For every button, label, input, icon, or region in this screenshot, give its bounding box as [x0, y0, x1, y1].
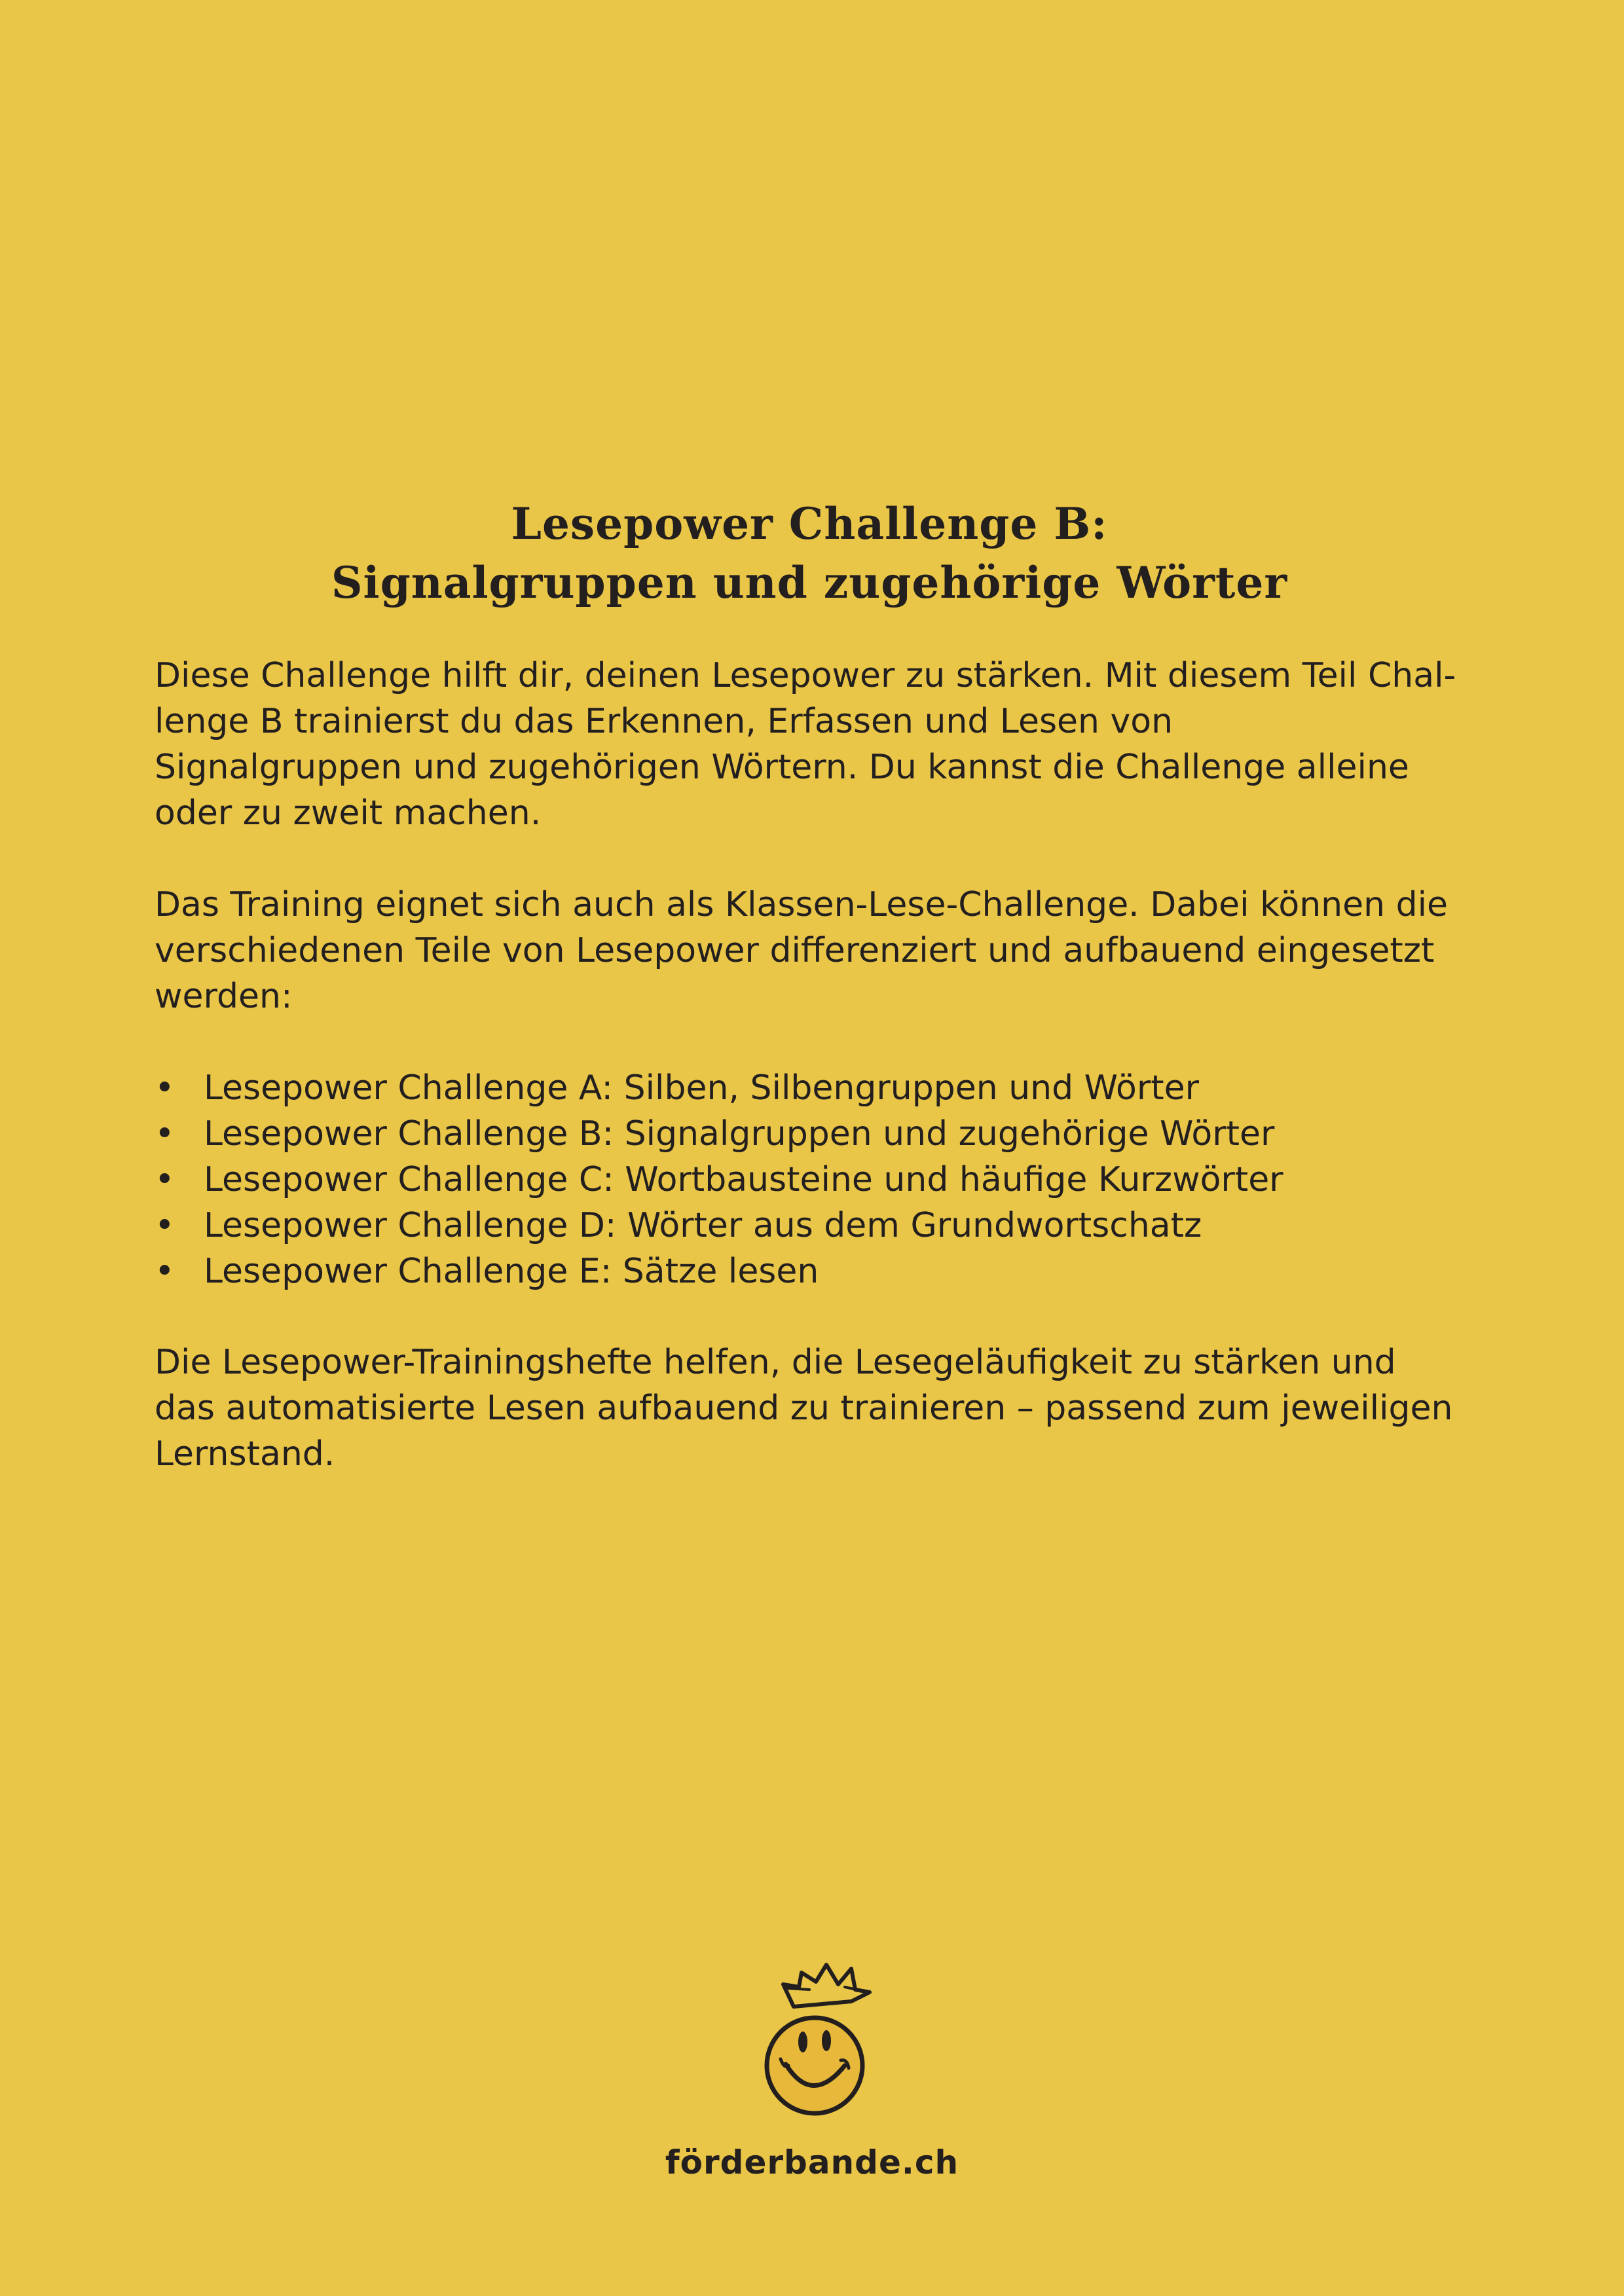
closing-line: das automatisierte Lesen aufbauend zu trainieren – passend zum jeweiligen — [155, 1389, 1453, 1428]
class-challenge-line: werden: — [155, 977, 293, 1016]
list-item — [155, 1203, 1484, 1248]
class-challenge-line: Das Training eignet sich auch als Klassen-Lese-Challenge. Dabei können die — [155, 885, 1449, 924]
list-item — [155, 1157, 1484, 1203]
class-challenge-paragraph — [155, 882, 1484, 1019]
bullet-icon: • — [155, 1114, 175, 1154]
smiley-with-crown-icon — [747, 1961, 891, 2118]
intro-line: Diese Challenge hilft dir, deinen Lesepower zu stärken. Mit diesem Teil Chal- — [155, 656, 1456, 695]
list-item-text: Lesepower Challenge B: Signalgruppen und zugehörige Wörter — [204, 1114, 1275, 1154]
title-line-1: Lesepower Challenge B: — [511, 498, 1108, 549]
bullet-icon: • — [155, 1206, 175, 1245]
list-item — [155, 1248, 1484, 1294]
challenge-list — [155, 1065, 1484, 1294]
list-item-text: Lesepower Challenge A: Silben, Silbengruppen und Wörter — [204, 1068, 1199, 1108]
closing-line: Lernstand. — [155, 1434, 335, 1474]
list-item — [155, 1111, 1484, 1157]
page-title — [155, 494, 1464, 612]
intro-line: lenge B trainierst du das Erkennen, Erfassen und Lesen von — [155, 702, 1173, 741]
closing-line: Die Lesepower-Trainingshefte helfen, die Lesegeläufigkeit zu stärken und — [155, 1343, 1396, 1382]
list-item-text: Lesepower Challenge D: Wörter aus dem Grundwortschatz — [204, 1206, 1202, 1245]
bullet-icon: • — [155, 1160, 175, 1199]
intro-paragraph — [155, 653, 1484, 836]
intro-line: oder zu zweit machen. — [155, 793, 542, 833]
bullet-icon: • — [155, 1252, 175, 1291]
website-label: förderbande.ch — [665, 2143, 959, 2181]
list-item-text: Lesepower Challenge E: Sätze lesen — [204, 1252, 819, 1291]
closing-paragraph — [155, 1339, 1484, 1477]
list-item — [155, 1065, 1484, 1111]
intro-line: Signalgruppen und zugehörigen Wörtern. Du kannst die Challenge alleine — [155, 748, 1409, 787]
bullet-icon: • — [155, 1068, 175, 1108]
list-item-text: Lesepower Challenge C: Wortbausteine und häufige Kurzwörter — [204, 1160, 1283, 1199]
class-challenge-line: verschiedenen Teile von Lesepower differenziert und aufbauend eingesetzt — [155, 931, 1435, 970]
title-line-2: Signalgruppen und zugehörige Wörter — [331, 557, 1288, 608]
